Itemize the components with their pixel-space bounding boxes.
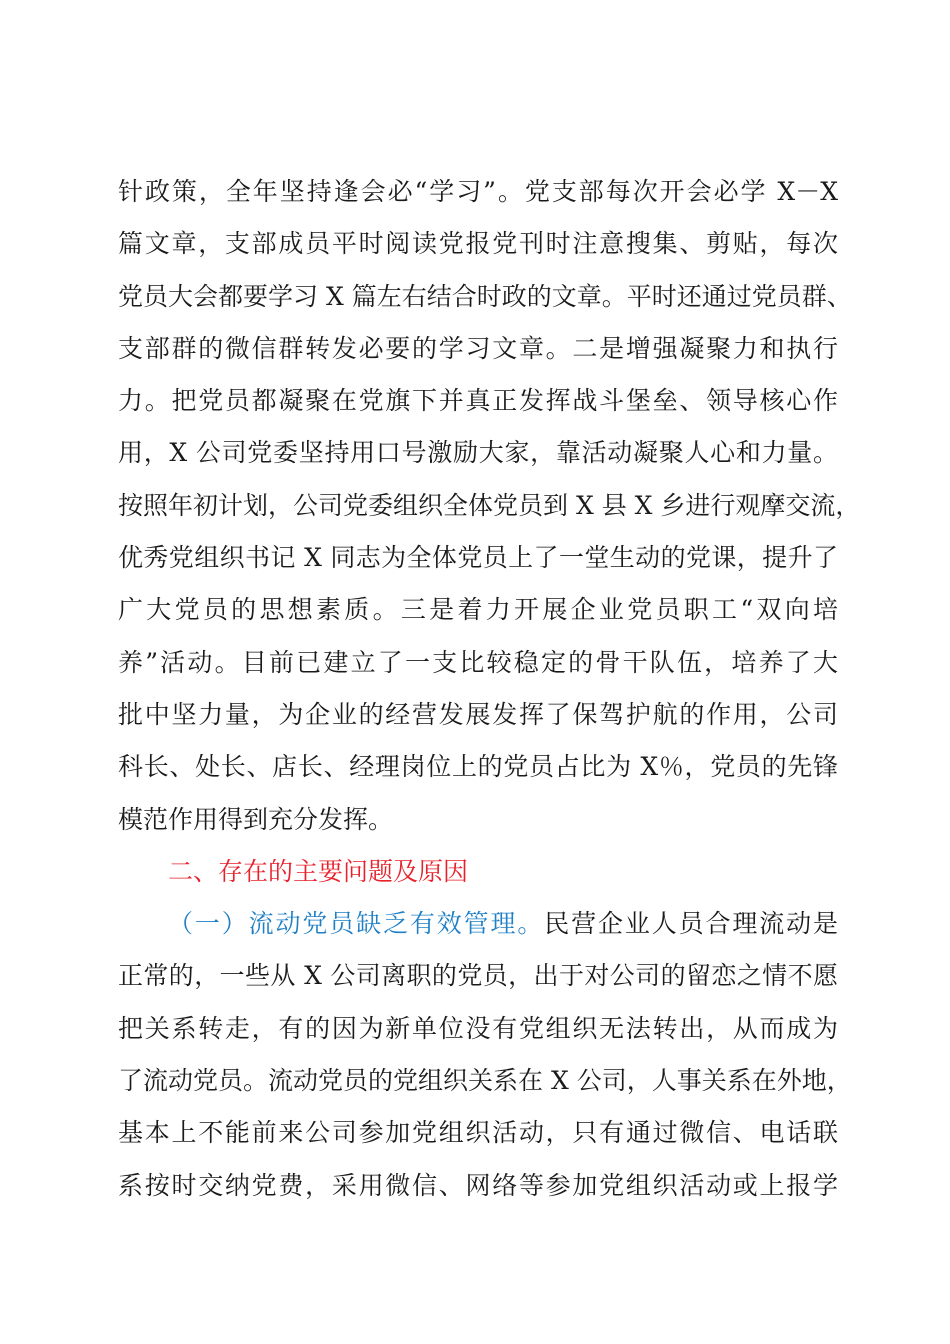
text-line: 正常的，一些从 X 公司离职的党员，出于对公司的留恋之情不愿 <box>118 961 838 991</box>
text-line: 支部群的微信群转发必要的学习文章。二是增强凝聚力和执行 <box>118 333 838 363</box>
text-line: 按照年初计划，公司党委组织全体党员到 X 县 X 乡进行观摩交流， <box>118 490 861 520</box>
text-line: 力。把党员都凝聚在党旗下并真正发挥战斗堡垒、领导核心作 <box>118 386 838 416</box>
text-line: 用，X 公司党委坚持用口号激励大家，靠活动凝聚人心和力量。 <box>118 438 838 468</box>
text-line: 了流动党员。流动党员的党组织关系在 X 公司，人事关系在外地， <box>118 1066 852 1096</box>
document-body <box>118 166 861 1212</box>
text-line: 养”活动。目前已建立了一支比较稳定的骨干队伍，培养了大 <box>118 647 838 677</box>
text-line: 批中坚力量，为企业的经营发展发挥了保驾护航的作用，公司 <box>118 699 838 729</box>
text-span: 民营企业人员合理流动是 <box>544 909 838 939</box>
paragraph-1 <box>118 166 861 846</box>
section-heading: 二、存在的主要问题及原因 <box>168 856 469 886</box>
text-line: 篇文章，支部成员平时阅读党报党刊时注意搜集、剪贴，每次 <box>118 229 838 259</box>
text-line: 基本上不能前来公司参加党组织活动，只有通过微信、电话联 <box>118 1118 838 1148</box>
text-line: 优秀党组织书记 X 同志为全体党员上了一堂生动的党课，提升了 <box>118 543 838 573</box>
subheading-line <box>118 898 838 950</box>
subheading: （一）流动党员缺乏有效管理。 <box>168 909 545 939</box>
text-line: 模范作用得到充分发挥。 <box>118 804 394 834</box>
text-line: 把关系转走，有的因为新单位没有党组织无法转出，从而成为 <box>118 1013 838 1043</box>
text-line: 系按时交纳党费，采用微信、网络等参加党组织活动或上报学 <box>118 1170 838 1200</box>
paragraph-2 <box>118 898 852 1212</box>
text-line: 科长、处长、店长、经理岗位上的党员占比为 X％，党员的先锋 <box>118 752 838 782</box>
text-line: 广大党员的思想素质。三是着力开展企业党员职工“双向培 <box>118 595 838 625</box>
text-line: 党员大会都要学习 X 篇左右结合时政的文章。平时还通过党员群、 <box>118 281 852 311</box>
text-line: 针政策，全年坚持逢会必“学习”。党支部每次开会必学 X－X <box>118 177 838 206</box>
